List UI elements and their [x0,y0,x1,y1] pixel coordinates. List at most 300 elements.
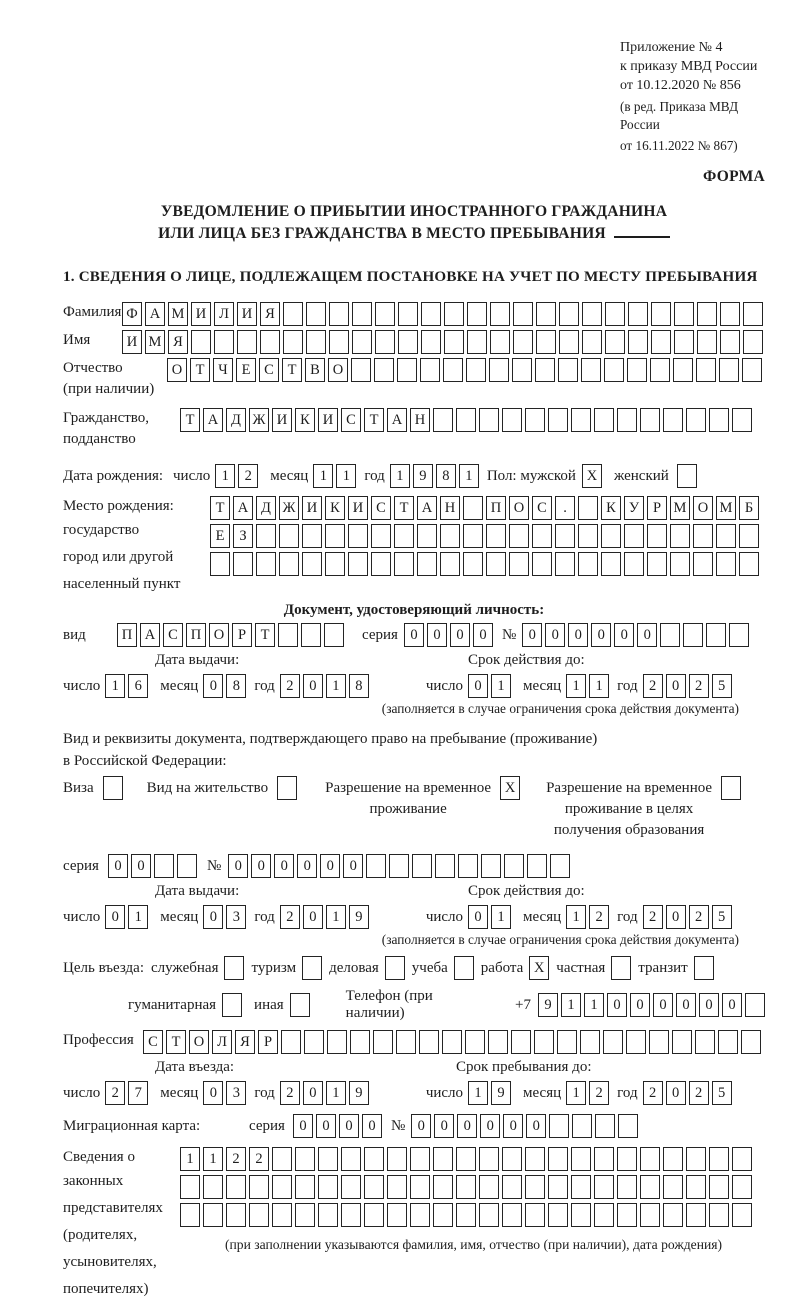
representatives-cells-row3-cell[interactable] [617,1203,637,1227]
birth-place-cells-row1-cell[interactable]: А [417,496,437,520]
birth-place-cells-row3-cell[interactable] [440,552,460,576]
citizenship-cell[interactable]: Ж [249,408,269,432]
given-name-cell[interactable] [191,330,211,354]
surname-cell[interactable] [513,302,533,326]
representatives-cells-row2-cell[interactable] [709,1175,729,1199]
patronymic-cell[interactable]: В [305,358,325,382]
birth-place-cells-row2-cell[interactable] [624,524,644,548]
residence-expiry-year-cell[interactable]: 2 [689,905,709,929]
identity-expiry-year-cell[interactable]: 5 [712,674,732,698]
surname-cell[interactable]: Л [214,302,234,326]
representatives-cells-row1-cell[interactable] [663,1147,683,1171]
identity-expiry-year-cell[interactable]: 2 [643,674,663,698]
representatives-cells-row1-cell[interactable] [732,1147,752,1171]
patronymic-cell[interactable]: О [167,358,187,382]
birth-place-cells-row1-cell[interactable]: Б [739,496,759,520]
temp-residence-education-cell[interactable] [721,776,741,800]
representatives-cells-row3-cell[interactable] [456,1203,476,1227]
given-name-cell[interactable] [720,330,740,354]
identity-expiry-month-cell[interactable]: 1 [566,674,586,698]
phone-cell[interactable] [745,993,765,1017]
surname-cell[interactable] [651,302,671,326]
birth-place-cells-row3-cell[interactable] [256,552,276,576]
birth-place-cells-row1-cell[interactable]: П [486,496,506,520]
birth-place-cells-row2-cell[interactable] [509,524,529,548]
migration-series-cell[interactable]: 0 [339,1114,359,1138]
representatives-cells-row1-cell[interactable]: 2 [249,1147,269,1171]
identity-expiry-year-cell[interactable]: 2 [689,674,709,698]
stay-day-cell[interactable]: 1 [468,1081,488,1105]
citizenship-cell[interactable]: Н [410,408,430,432]
citizenship-cell[interactable] [732,408,752,432]
representatives-cells-row3-cell[interactable] [387,1203,407,1227]
patronymic-cell[interactable] [604,358,624,382]
residence-expiry-year-cell[interactable]: 0 [666,905,686,929]
patronymic-cell[interactable] [351,358,371,382]
identity-issue-year-cell[interactable]: 1 [326,674,346,698]
residence-number-cell[interactable]: 0 [320,854,340,878]
patronymic-cell[interactable] [742,358,762,382]
residence-expiry-year-cell[interactable]: 5 [712,905,732,929]
doc-series-cell[interactable]: 0 [404,623,424,647]
representatives-cells-row2-cell[interactable] [203,1175,223,1199]
phone-cell[interactable]: 0 [699,993,719,1017]
profession-cell[interactable] [465,1030,485,1054]
given-name-cell[interactable] [375,330,395,354]
given-name-cell[interactable] [743,330,763,354]
birth-place-cells-row1-cell[interactable]: К [601,496,621,520]
given-name-cell[interactable] [628,330,648,354]
profession-cell[interactable]: С [143,1030,163,1054]
patronymic-cell[interactable] [512,358,532,382]
identity-expiry-year-cell[interactable]: 0 [666,674,686,698]
representatives-cells-row2-cell[interactable] [525,1175,545,1199]
profession-cell[interactable] [695,1030,715,1054]
migration-number-cell[interactable]: 0 [457,1114,477,1138]
given-name-cell[interactable] [651,330,671,354]
surname-cell[interactable] [697,302,717,326]
residence-series-cell[interactable] [177,854,197,878]
purpose-study-cell[interactable] [454,956,474,980]
doc-number-cell[interactable] [729,623,749,647]
phone-cell[interactable]: 0 [607,993,627,1017]
given-name-cell[interactable] [444,330,464,354]
representatives-cells-row3-cell[interactable] [272,1203,292,1227]
birth-place-cells-row2-cell[interactable]: Е [210,524,230,548]
citizenship-cell[interactable] [571,408,591,432]
birth-place-cells-row2-cell[interactable] [302,524,322,548]
birth-month-cell[interactable]: 1 [313,464,333,488]
representatives-cells-row1-cell[interactable]: 1 [203,1147,223,1171]
doc-number-cell[interactable]: 0 [614,623,634,647]
profession-cell[interactable] [488,1030,508,1054]
residence-number-cell[interactable]: 0 [274,854,294,878]
doc-number-cell[interactable] [706,623,726,647]
patronymic-cell[interactable]: Т [190,358,210,382]
birth-place-cells-row3-cell[interactable] [463,552,483,576]
representatives-cells-row1-cell[interactable]: 2 [226,1147,246,1171]
identity-expiry-day-cell[interactable]: 0 [468,674,488,698]
residence-number-cell[interactable]: 0 [343,854,363,878]
representatives-cells-row3-cell[interactable] [180,1203,200,1227]
migration-series-cell[interactable]: 0 [293,1114,313,1138]
given-name-cell[interactable] [283,330,303,354]
birth-place-cells-row2-cell[interactable] [693,524,713,548]
stay-year-cell[interactable]: 2 [643,1081,663,1105]
representatives-cells-row3-cell[interactable] [663,1203,683,1227]
migration-number-cell[interactable]: 0 [411,1114,431,1138]
patronymic-cell[interactable]: Е [236,358,256,382]
patronymic-cell[interactable] [489,358,509,382]
patronymic-cell[interactable] [397,358,417,382]
stay-month-cell[interactable]: 1 [566,1081,586,1105]
birth-place-cells-row1-cell[interactable]: Р [647,496,667,520]
representatives-cells-row1-cell[interactable] [479,1147,499,1171]
birth-place-cells-row2-cell[interactable] [371,524,391,548]
birth-place-cells-row1-cell[interactable]: И [348,496,368,520]
representatives-cells-row1-cell[interactable] [387,1147,407,1171]
patronymic-cell[interactable] [558,358,578,382]
doc-series-cell[interactable]: 0 [427,623,447,647]
birth-place-cells-row1-cell[interactable]: С [532,496,552,520]
surname-cell[interactable]: А [145,302,165,326]
residence-expiry-day-cell[interactable]: 0 [468,905,488,929]
patronymic-cell[interactable] [581,358,601,382]
birth-day-cell[interactable]: 2 [238,464,258,488]
representatives-cells-row2-cell[interactable] [502,1175,522,1199]
profession-cell[interactable]: О [189,1030,209,1054]
purpose-official-cell[interactable] [224,956,244,980]
entry-year-cell[interactable]: 0 [303,1081,323,1105]
birth-place-cells-row1-cell[interactable] [578,496,598,520]
representatives-cells-row3-cell[interactable] [594,1203,614,1227]
birth-place-cells-row3-cell[interactable] [693,552,713,576]
doc-kind-cell[interactable]: С [163,623,183,647]
purpose-other-cell[interactable] [290,993,310,1017]
purpose-tourism-cell[interactable] [302,956,322,980]
migration-number-cell[interactable]: 0 [526,1114,546,1138]
profession-cell[interactable] [626,1030,646,1054]
representatives-cells-row1-cell[interactable] [272,1147,292,1171]
representatives-cells-row2-cell[interactable] [295,1175,315,1199]
entry-day-cell[interactable]: 2 [105,1081,125,1105]
stay-year-cell[interactable]: 5 [712,1081,732,1105]
surname-cell[interactable]: М [168,302,188,326]
birth-place-cells-row3-cell[interactable] [394,552,414,576]
representatives-cells-row1-cell[interactable] [364,1147,384,1171]
representatives-cells-row3-cell[interactable] [709,1203,729,1227]
identity-issue-year-cell[interactable]: 8 [349,674,369,698]
profession-cell[interactable] [419,1030,439,1054]
representatives-cells-row2-cell[interactable] [180,1175,200,1199]
stay-year-cell[interactable]: 2 [689,1081,709,1105]
representatives-cells-row3-cell[interactable] [226,1203,246,1227]
patronymic-cell[interactable]: О [328,358,348,382]
citizenship-cell[interactable]: К [295,408,315,432]
profession-cell[interactable] [718,1030,738,1054]
surname-cell[interactable] [283,302,303,326]
entry-year-cell[interactable]: 2 [280,1081,300,1105]
birth-year-cell[interactable]: 1 [459,464,479,488]
surname-cell[interactable] [559,302,579,326]
given-name-cell[interactable] [467,330,487,354]
birth-year-cell[interactable]: 9 [413,464,433,488]
profession-cell[interactable] [511,1030,531,1054]
patronymic-cell[interactable]: С [259,358,279,382]
citizenship-cell[interactable]: С [341,408,361,432]
citizenship-cell[interactable]: Т [180,408,200,432]
birth-place-cells-row3-cell[interactable] [348,552,368,576]
birth-place-cells-row2-cell[interactable] [463,524,483,548]
birth-place-cells-row2-cell[interactable] [394,524,414,548]
migration-number-cell[interactable]: 0 [480,1114,500,1138]
doc-number-cell[interactable] [660,623,680,647]
representatives-cells-row2-cell[interactable] [433,1175,453,1199]
entry-day-cell[interactable]: 7 [128,1081,148,1105]
citizenship-cell[interactable] [640,408,660,432]
phone-cell[interactable]: 1 [561,993,581,1017]
representatives-cells-row1-cell[interactable] [571,1147,591,1171]
birth-place-cells-row3-cell[interactable] [509,552,529,576]
residence-issue-year-cell[interactable]: 2 [280,905,300,929]
doc-kind-cell[interactable]: О [209,623,229,647]
representatives-cells-row3-cell[interactable] [295,1203,315,1227]
birth-place-cells-row1-cell[interactable] [463,496,483,520]
profession-cell[interactable] [373,1030,393,1054]
doc-series-cell[interactable]: 0 [473,623,493,647]
residence-number-cell[interactable] [435,854,455,878]
birth-place-cells-row2-cell[interactable] [348,524,368,548]
representatives-cells-row2-cell[interactable] [594,1175,614,1199]
birth-day-cell[interactable]: 1 [215,464,235,488]
given-name-cell[interactable] [329,330,349,354]
patronymic-cell[interactable] [535,358,555,382]
birth-place-cells-row1-cell[interactable]: У [624,496,644,520]
birth-place-cells-row1-cell[interactable]: К [325,496,345,520]
profession-cell[interactable] [442,1030,462,1054]
doc-number-cell[interactable]: 0 [568,623,588,647]
representatives-cells-row1-cell[interactable] [433,1147,453,1171]
surname-cell[interactable] [605,302,625,326]
identity-issue-day-cell[interactable]: 6 [128,674,148,698]
residence-series-cell[interactable]: 0 [108,854,128,878]
purpose-transit-cell[interactable] [694,956,714,980]
purpose-business-cell[interactable] [385,956,405,980]
sex-female-cell[interactable] [677,464,697,488]
birth-place-cells-row1-cell[interactable]: . [555,496,575,520]
surname-cell[interactable]: И [237,302,257,326]
birth-place-cells-row1-cell[interactable]: Д [256,496,276,520]
residence-issue-year-cell[interactable]: 0 [303,905,323,929]
doc-kind-cell[interactable]: Т [255,623,275,647]
birth-place-cells-row3-cell[interactable] [233,552,253,576]
profession-cell[interactable] [281,1030,301,1054]
representatives-cells-row2-cell[interactable] [732,1175,752,1199]
surname-cell[interactable] [628,302,648,326]
representatives-cells-row2-cell[interactable] [548,1175,568,1199]
migration-number-cell[interactable] [595,1114,615,1138]
entry-month-cell[interactable]: 0 [203,1081,223,1105]
representatives-cells-row3-cell[interactable] [502,1203,522,1227]
birth-place-cells-row1-cell[interactable]: Т [394,496,414,520]
patronymic-cell[interactable] [627,358,647,382]
residence-issue-year-cell[interactable]: 1 [326,905,346,929]
phone-cell[interactable]: 0 [722,993,742,1017]
identity-issue-year-cell[interactable]: 2 [280,674,300,698]
birth-place-cells-row1-cell[interactable]: М [716,496,736,520]
citizenship-cell[interactable] [663,408,683,432]
migration-series-cell[interactable]: 0 [362,1114,382,1138]
given-name-cell[interactable] [536,330,556,354]
representatives-cells-row3-cell[interactable] [410,1203,430,1227]
given-name-cell[interactable] [490,330,510,354]
given-name-cell[interactable] [559,330,579,354]
representatives-cells-row1-cell[interactable]: 1 [180,1147,200,1171]
representatives-cells-row3-cell[interactable] [686,1203,706,1227]
profession-cell[interactable] [741,1030,761,1054]
profession-cell[interactable] [396,1030,416,1054]
residence-issue-day-cell[interactable]: 0 [105,905,125,929]
citizenship-cell[interactable]: А [387,408,407,432]
surname-cell[interactable] [674,302,694,326]
surname-cell[interactable] [375,302,395,326]
representatives-cells-row1-cell[interactable] [709,1147,729,1171]
birth-place-cells-row3-cell[interactable] [601,552,621,576]
purpose-humanitarian-cell[interactable] [222,993,242,1017]
residence-issue-year-cell[interactable]: 9 [349,905,369,929]
citizenship-cell[interactable] [502,408,522,432]
given-name-cell[interactable] [582,330,602,354]
citizenship-cell[interactable]: Т [364,408,384,432]
representatives-cells-row2-cell[interactable] [249,1175,269,1199]
representatives-cells-row1-cell[interactable] [594,1147,614,1171]
visa-cell[interactable] [103,776,123,800]
representatives-cells-row3-cell[interactable] [318,1203,338,1227]
profession-cell[interactable] [672,1030,692,1054]
representatives-cells-row2-cell[interactable] [387,1175,407,1199]
sex-male-cell[interactable]: X [582,464,602,488]
entry-year-cell[interactable]: 1 [326,1081,346,1105]
birth-place-cells-row2-cell[interactable] [739,524,759,548]
birth-place-cells-row2-cell[interactable] [417,524,437,548]
birth-place-cells-row1-cell[interactable]: С [371,496,391,520]
residence-number-cell[interactable] [389,854,409,878]
representatives-cells-row1-cell[interactable] [410,1147,430,1171]
doc-kind-cell[interactable] [278,623,298,647]
birth-place-cells-row1-cell[interactable]: О [693,496,713,520]
representatives-cells-row2-cell[interactable] [364,1175,384,1199]
representatives-cells-row1-cell[interactable] [456,1147,476,1171]
representatives-cells-row2-cell[interactable] [410,1175,430,1199]
residence-series-cell[interactable]: 0 [131,854,151,878]
residence-number-cell[interactable] [550,854,570,878]
surname-cell[interactable] [421,302,441,326]
given-name-cell[interactable] [605,330,625,354]
birth-place-cells-row2-cell[interactable] [279,524,299,548]
citizenship-cell[interactable] [433,408,453,432]
representatives-cells-row1-cell[interactable] [548,1147,568,1171]
doc-kind-cell[interactable] [324,623,344,647]
doc-kind-cell[interactable]: П [117,623,137,647]
representatives-cells-row2-cell[interactable] [479,1175,499,1199]
birth-place-cells-row1-cell[interactable]: О [509,496,529,520]
birth-place-cells-row2-cell[interactable] [670,524,690,548]
representatives-cells-row3-cell[interactable] [479,1203,499,1227]
representatives-cells-row2-cell[interactable] [617,1175,637,1199]
representatives-cells-row1-cell[interactable] [640,1147,660,1171]
birth-year-cell[interactable]: 8 [436,464,456,488]
birth-place-cells-row1-cell[interactable]: Т [210,496,230,520]
entry-month-cell[interactable]: 3 [226,1081,246,1105]
surname-cell[interactable]: Ф [122,302,142,326]
representatives-cells-row2-cell[interactable] [341,1175,361,1199]
birth-place-cells-row3-cell[interactable] [371,552,391,576]
identity-expiry-month-cell[interactable]: 1 [589,674,609,698]
birth-place-cells-row3-cell[interactable] [279,552,299,576]
birth-place-cells-row3-cell[interactable] [532,552,552,576]
residence-permit-cell[interactable] [277,776,297,800]
profession-cell[interactable] [327,1030,347,1054]
birth-place-cells-row2-cell[interactable] [647,524,667,548]
birth-place-cells-row2-cell[interactable] [486,524,506,548]
given-name-cell[interactable] [306,330,326,354]
citizenship-cell[interactable] [479,408,499,432]
residence-number-cell[interactable] [481,854,501,878]
phone-cell[interactable]: 0 [676,993,696,1017]
residence-number-cell[interactable] [366,854,386,878]
phone-cell[interactable]: 0 [653,993,673,1017]
surname-cell[interactable] [398,302,418,326]
representatives-cells-row3-cell[interactable] [341,1203,361,1227]
residence-expiry-year-cell[interactable]: 2 [643,905,663,929]
representatives-cells-row3-cell[interactable] [203,1203,223,1227]
birth-place-cells-row3-cell[interactable] [739,552,759,576]
profession-cell[interactable] [649,1030,669,1054]
residence-number-cell[interactable] [458,854,478,878]
birth-place-cells-row1-cell[interactable]: А [233,496,253,520]
purpose-work-cell[interactable]: X [529,956,549,980]
residence-number-cell[interactable]: 0 [297,854,317,878]
residence-number-cell[interactable]: 0 [228,854,248,878]
patronymic-cell[interactable] [420,358,440,382]
representatives-cells-row2-cell[interactable] [456,1175,476,1199]
doc-kind-cell[interactable]: Р [232,623,252,647]
residence-number-cell[interactable] [527,854,547,878]
surname-cell[interactable] [743,302,763,326]
surname-cell[interactable] [329,302,349,326]
migration-number-cell[interactable]: 0 [434,1114,454,1138]
patronymic-cell[interactable] [696,358,716,382]
profession-cell[interactable] [534,1030,554,1054]
birth-place-cells-row1-cell[interactable]: М [670,496,690,520]
representatives-cells-row2-cell[interactable] [226,1175,246,1199]
citizenship-cell[interactable] [525,408,545,432]
patronymic-cell[interactable] [443,358,463,382]
given-name-cell[interactable]: И [122,330,142,354]
stay-year-cell[interactable]: 0 [666,1081,686,1105]
doc-number-cell[interactable]: 0 [591,623,611,647]
patronymic-cell[interactable] [466,358,486,382]
representatives-cells-row3-cell[interactable] [640,1203,660,1227]
birth-place-cells-row3-cell[interactable] [647,552,667,576]
given-name-cell[interactable] [214,330,234,354]
surname-cell[interactable]: И [191,302,211,326]
residence-number-cell[interactable] [412,854,432,878]
representatives-cells-row3-cell[interactable] [433,1203,453,1227]
representatives-cells-row3-cell[interactable] [732,1203,752,1227]
profession-cell[interactable] [557,1030,577,1054]
given-name-cell[interactable] [352,330,372,354]
